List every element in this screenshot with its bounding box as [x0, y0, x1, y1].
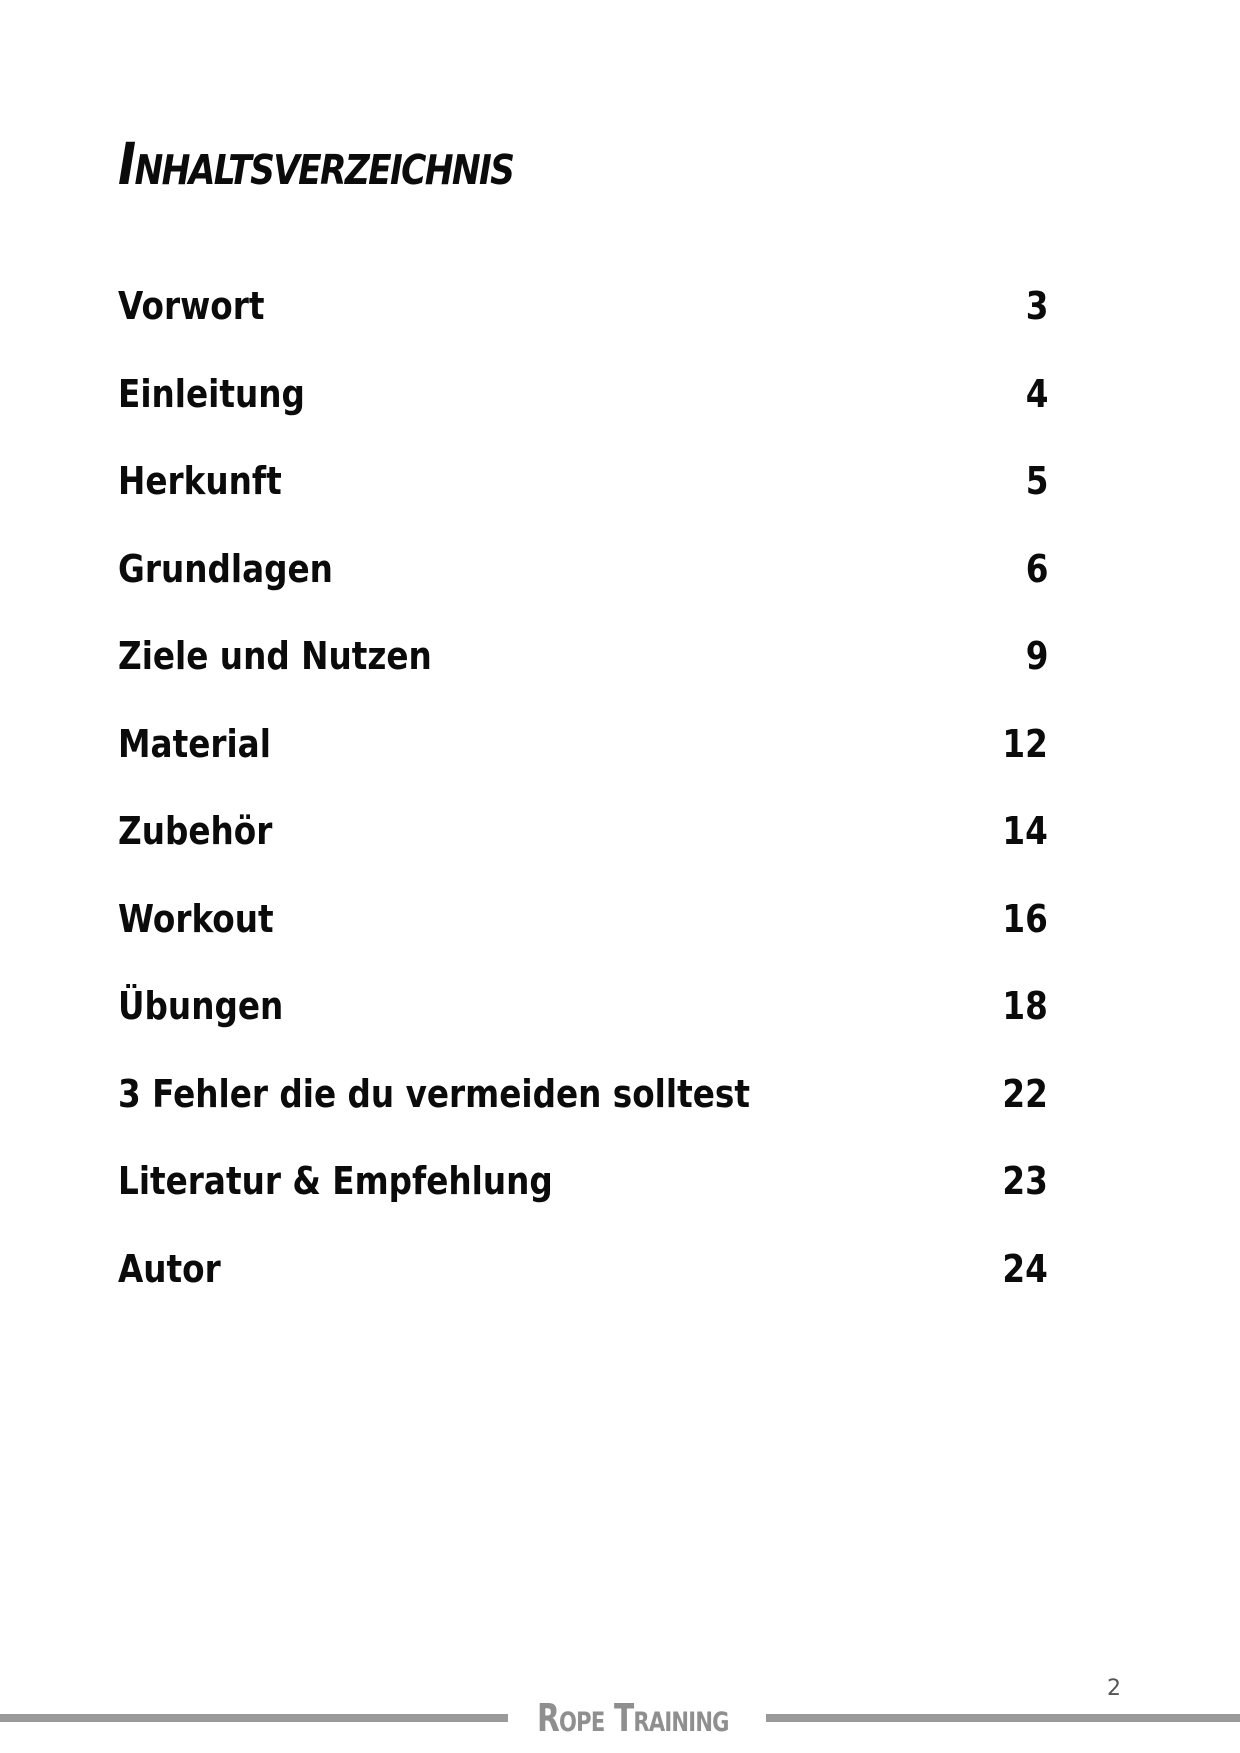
toc-entry[interactable] [118, 980, 1048, 1068]
toc-entry-label: Material [118, 721, 271, 766]
page-number: 2 [1107, 1676, 1121, 1701]
toc-entry-page-number: 6 [1025, 546, 1048, 591]
toc-entry[interactable] [118, 368, 1048, 456]
toc-entry[interactable] [118, 1155, 1048, 1243]
toc-entry-page-number: 16 [1002, 896, 1048, 941]
toc-entry[interactable] [118, 630, 1048, 718]
toc-entry-page-number: 23 [1002, 1159, 1048, 1203]
footer-brand: Rope Training [537, 1696, 729, 1740]
toc-entry-label: Einleitung [118, 371, 305, 416]
toc-entry-label: Workout [118, 896, 274, 941]
toc-entry-page-number: 3 [1025, 284, 1048, 328]
toc-entry-label: 3 Fehler die du vermeiden solltest [118, 1071, 750, 1116]
toc-entry-label: Zubehör [118, 809, 273, 853]
toc-entry[interactable] [118, 718, 1048, 806]
toc-entry-page-number: 18 [1002, 984, 1048, 1028]
footer-rule-left [0, 1714, 508, 1722]
toc-entry[interactable] [118, 280, 1048, 368]
toc-entry-label: Vorwort [118, 284, 265, 328]
toc-entry-page-number: 14 [1002, 809, 1048, 853]
toc-entry[interactable] [118, 455, 1048, 543]
toc-entry-page-number: 12 [1002, 721, 1048, 766]
toc-entry-label: Grundlagen [118, 546, 333, 591]
toc-entry[interactable] [118, 543, 1048, 631]
toc-entry-label: Literatur & Empfehlung [118, 1159, 553, 1203]
toc-entry-page-number: 5 [1025, 459, 1048, 503]
toc-entry-page-number: 24 [1002, 1246, 1048, 1291]
footer-rule-right [766, 1714, 1240, 1722]
toc-entry[interactable] [118, 1243, 1048, 1331]
toc-entry[interactable] [118, 1068, 1048, 1156]
table-of-contents [118, 280, 1048, 1330]
toc-entry-label: Übungen [118, 984, 284, 1028]
toc-entry[interactable] [118, 893, 1048, 981]
toc-entry-label: Ziele und Nutzen [118, 634, 432, 678]
page-title: Inhaltsverzeichnis [118, 130, 514, 198]
toc-entry-page-number: 4 [1025, 371, 1048, 416]
toc-entry-label: Herkunft [118, 459, 282, 503]
toc-entry-label: Autor [118, 1246, 221, 1291]
toc-entry[interactable] [118, 805, 1048, 893]
toc-entry-page-number: 22 [1002, 1071, 1048, 1116]
toc-entry-page-number: 9 [1025, 634, 1048, 678]
